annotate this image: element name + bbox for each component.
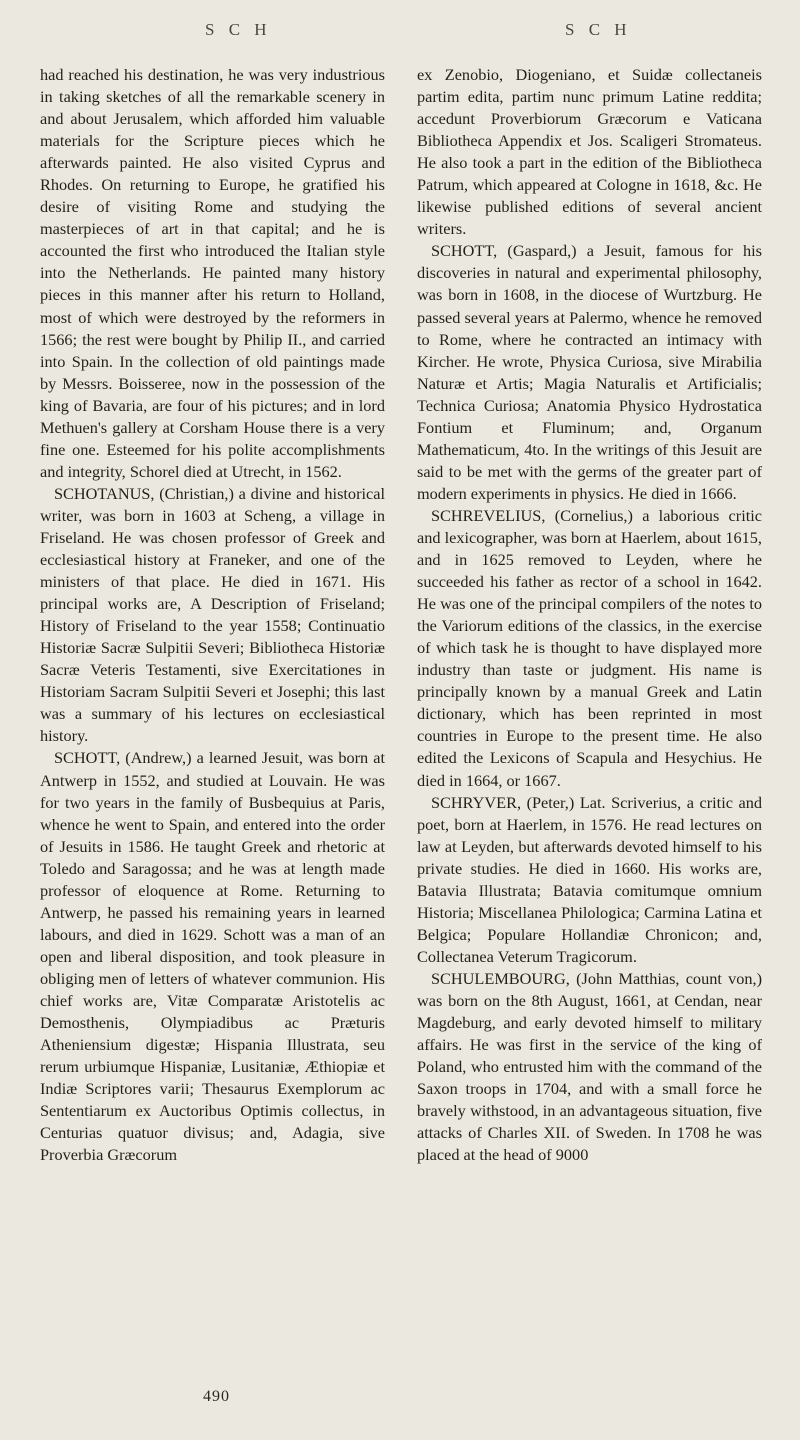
entry-headword: SCHOTT, <box>431 241 498 261</box>
dictionary-entry <box>417 792 762 968</box>
dictionary-entry <box>40 483 385 748</box>
entry-text: (Andrew,) a learned Jesuit, was born at Antwerp in 1552, and studied at Louvain. He was for two years in the family of Busbequius at Paris, whence he went to Spain, and entered into the order of Jesuits in 1586. He taught Greek and rhetoric at Toledo and Saragossa; and he was at length made professor of eloquence at Rome. Returning to Antwerp, he passed his remaining years in learned labours, and died in 1629. Schott was a man of an open and liberal disposition, and took pleasure in obliging men of letters of whatever communion. His chief works are, Vitæ Comparatæ Aristotelis ac Demosthenis, Olympiadibus ac Præturis Atheniensium digestæ; Hispania Illustrata, seu rerum urbiumque Hispaniæ, Lusitaniæ, Æthiopiæ et Indiæ Scriptores varii; Thesaurus Exemplorum ac Sententiarum ex Auctoribus Optimis collectus, in Centurias quatuor divisus; and, Adagia, sive Proverbia Græcorum <box>40 748 385 1165</box>
entry-headword: SCHULEMBOURG, <box>431 968 570 988</box>
entry-headword: SCHRYVER, <box>431 792 522 812</box>
entry-headword: SCHOTT, <box>54 748 121 768</box>
dictionary-entry <box>40 747 385 1166</box>
dictionary-entry <box>417 240 762 505</box>
running-head-right: S C H <box>565 20 632 39</box>
left-column <box>40 64 385 1166</box>
entry-continuation <box>417 64 762 240</box>
page-number: 490 <box>203 1388 230 1405</box>
dictionary-entry <box>417 968 762 1166</box>
running-head-left: S C H <box>205 20 272 39</box>
entry-headword: SCHREVELIUS, <box>431 505 546 525</box>
dictionary-entry <box>417 505 762 792</box>
entry-text: had reached his destination, he was very industrious in taking sketches of all the remarkable scenery in and about Jerusalem, which afforded him valuable materials for the Scripture pieces which he afterwards painted. He also visited Cyprus and Rhodes. On returning to Europe, he gratified his desire of visiting Rome and studying the masterpieces of art in that capital; and he is accounted the first who introduced the Italian style into the Netherlands. He painted many history pieces in this manner after his return to Holland, most of which were destroyed by the reformers in 1566; the rest were bought by Philip II., and carried into Spain. In the collection of old paintings made by Messrs. Boisseree, now in the possession of the king of Bavaria, are four of his pictures; and in lord Methuen's gallery at Corsham House there is a very fine one. Esteemed for his polite accomplishments and integrity, Schorel died at Utrecht, in 1562. <box>40 65 385 481</box>
right-column <box>417 64 762 1166</box>
entry-headword: SCHOTANUS, <box>54 483 155 503</box>
entry-text: (Gaspard,) a Jesuit, famous for his discoveries in natural and experimental philosophy, was born in 1608, in the diocese of Wurtzburg. He passed several years at Palermo, whence he removed to Rome, where he contracted an intimacy with Kircher. He wrote, Physica Curiosa, sive Mirabilia Naturæ et Artis; Magia Naturalis et Artificialis; Technica Curiosa; Anatomia Physico Hydrostatica Fontium et Fluminum; and, Organum Mathematicum, 4to. In the writings of this Jesuit are said to be met with the germs of the greater part of modern experiments in physics. He died in 1666. <box>417 241 762 503</box>
entry-continuation <box>40 64 385 483</box>
entry-text: (Peter,) Lat. Scriverius, a critic and poet, born at Haerlem, in 1576. He read lectures on law at Leyden, but afterwards devoted himself to his private studies. He died in 1660. His works are, Batavia Illustrata; Batavia comitumque omnium Historia; Miscellanea Philologica; Carmina Latina et Belgica; Populare Hollandiæ Chronicon; and, Collectanea Veterum Tragicorum. <box>417 792 762 966</box>
entry-text: (John Matthias, count von,) was born on the 8th August, 1661, at Cendan, near Magdeburg, and early devoted himself to military affairs. He was first in the service of the king of Poland, who entrusted him with the command of the Saxon troops in 1704, and with a small force he bravely withstood, in an advantageous situation, five attacks of Charles XII. of Sweden. In 1708 he was placed at the head of 9000 <box>417 968 762 1165</box>
entry-text: (Cornelius,) a laborious critic and lexicographer, was born at Haerlem, about 1615, and in 1625 removed to Leyden, where he succeeded his father as rector of a school in 1642. He was one of the principal compilers of the notes to the Variorum editions of the classics, in the exercise of which task he is thought to have displayed more industry than taste or judgment. His name is principally known by a manual Greek and Latin dictionary, which has been reprinted in most countries in Europe to the present time. He also edited the Lexicons of Scapula and Hesychius. He died in 1664, or 1667. <box>417 505 762 790</box>
entry-text: ex Zenobio, Diogeniano, et Suidæ collectaneis partim edita, partim nunc primum Latine reddita; accedunt Proverbiorum Græcorum e Vaticana Bibliotheca Appendix et Jos. Scaligeri Stromateus. He also took a part in the edition of the Bibliotheca Patrum, which appeared at Cologne in 1618, &c. He likewise published editions of several ancient writers. <box>417 65 762 239</box>
entry-text: (Christian,) a divine and historical writer, was born in 1603 at Scheng, a village in Friseland. He was chosen professor of Greek and ecclesiastical history at Franeker, and one of the ministers of that place. He died in 1671. His principal works are, A Description of Friseland; History of Friseland to the year 1558; Continuatio Historiæ Sacræ Sulpitii Severi; Bibliotheca Historiæ Sacræ Veteris Testamenti, sive Exercitationes in Historiam Sacram Sulpitii Severi et Josephi; this last was a summary of his lectures on ecclesiastical history. <box>40 483 385 746</box>
